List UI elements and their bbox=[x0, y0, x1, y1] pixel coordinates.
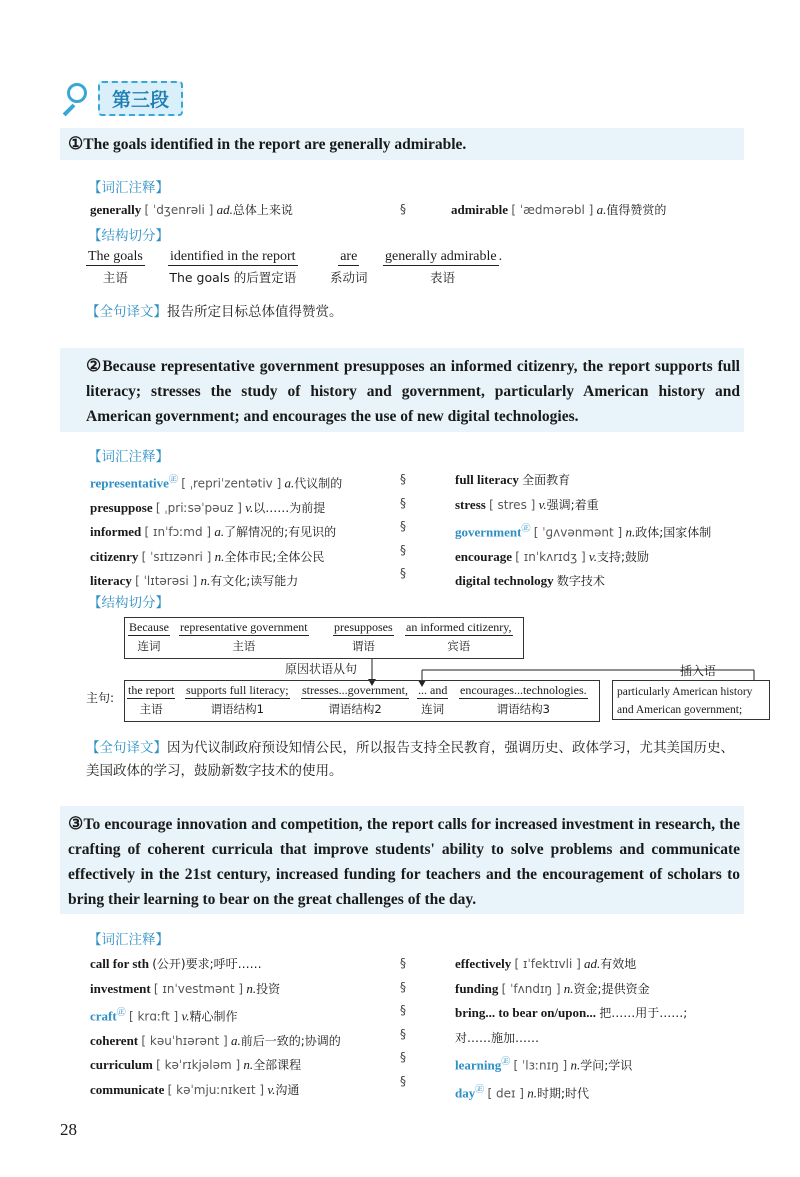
page-number: 28 bbox=[60, 1120, 77, 1139]
vocab-item: literacy [ ˈlɪtərəsi ] n.有文化;读写能力 bbox=[90, 573, 299, 589]
main-part: ... and 连词 bbox=[418, 683, 448, 716]
clause-tag: 原因状语从句 bbox=[285, 662, 358, 676]
vocab-item: encourage [ ɪnˈkʌrɪdʒ ] v.支持;鼓励 bbox=[455, 548, 650, 564]
vocab-item: bring... to bear on/upon... 把……用于……; bbox=[455, 1005, 688, 1020]
divider-wave: § bbox=[400, 202, 406, 216]
vocab-heading-3: 【词汇注释】 bbox=[88, 932, 169, 948]
vocab-heading-1: 【词汇注释】 bbox=[88, 180, 169, 196]
insert-line: particularly American history bbox=[617, 686, 753, 698]
vocab-item: digital technology 数字技术 bbox=[455, 573, 605, 589]
vocab-item: coherent [ kəuˈhɪərənt ] a.前后一致的;协调的 bbox=[90, 1032, 341, 1048]
sentence-1: ①The goals identified in the report are generally admirable. bbox=[68, 134, 467, 153]
vocab-item: stress [ stres ] v.强调;着重 bbox=[455, 496, 599, 512]
struct-heading-2: 【结构切分】 bbox=[88, 595, 169, 611]
vocab-list-2-right bbox=[455, 468, 711, 594]
main-part: the report 主语 bbox=[128, 683, 175, 716]
magnifier-icon bbox=[58, 81, 92, 115]
translation-2: 【全句译文】因为代议制政府预设知情公民，所以报告支持全民教育，强调历史、政体学习，尤其美国历史、美国政体的学习，鼓励新数字技术的使用。 bbox=[86, 740, 734, 779]
vocab-item: learning㊣ [ ˈlɜːnɪŋ ] n.学问;学识 bbox=[455, 1056, 633, 1073]
sentence-3: ③To encourage innovation and competition, the report calls for increased investment in research, the crafting of coherent curricula that improve students' ability to solve problems and communicate effectively in the 21st century, increased funding for teachers and the encouragement of scholars to bring their learning to bear on the great challenges of the day. bbox=[68, 814, 740, 908]
insert-tag: 插入语 bbox=[680, 664, 717, 678]
vocab-item: presuppose [ ˌpriːsəˈpəuz ] v.以……为前提 bbox=[90, 499, 326, 515]
clause-part: representative government 主语 bbox=[180, 620, 308, 653]
struct-heading-1: 【结构切分】 bbox=[88, 228, 169, 244]
vocab-1-1: admirable [ ˈædmərəbl ] a.值得赞赏的 bbox=[451, 202, 667, 217]
vocab-item: curriculum [ kəˈrɪkjələm ] n.全部课程 bbox=[90, 1057, 302, 1073]
vocab-heading-2: 【词汇注释】 bbox=[88, 449, 169, 465]
vocab-list-3-left bbox=[90, 952, 341, 1102]
vocab-item: communicate [ kəˈmjuːnɪkeɪt ] v.沟通 bbox=[90, 1081, 300, 1097]
clause-part: presupposes 谓语 bbox=[334, 620, 393, 653]
clause-part: Because 连词 bbox=[129, 620, 169, 653]
section-header bbox=[58, 78, 183, 118]
segment-modifier: identified in the report The goals 的后置定语 bbox=[169, 249, 297, 285]
vocab-item: representative㊣ [ ˌrepriˈzentətiv ] a.代议制的 bbox=[90, 474, 343, 491]
vocab-list-3-right bbox=[455, 952, 687, 1106]
insert-line: and American government; bbox=[617, 704, 743, 716]
segment-predicative: generally admirable . 表语 bbox=[385, 249, 503, 285]
insert-box bbox=[612, 680, 770, 720]
section-badge: 第三段 bbox=[98, 81, 183, 116]
vocab-item: government㊣ [ ˈɡʌvənmənt ] n.政体;国家体制 bbox=[455, 523, 712, 540]
vocab-item: day㊣ [ deɪ ] n.时期;时代 bbox=[455, 1083, 589, 1101]
vocab-item: craft㊣ [ krɑːft ] v.精心制作 bbox=[90, 1007, 238, 1024]
main-clause-box bbox=[124, 680, 600, 722]
translation-1: 【全句译文】报告所定目标总体值得赞赏。 bbox=[86, 304, 343, 320]
main-part: supports full literacy; 谓语结构1 bbox=[186, 683, 289, 716]
sentence-2: ②Because representative government presupposes an informed citizenry, the report supports full literacy; stresses the study of history and government, particularly American history and American government; and encourages the use of new digital technologies. bbox=[86, 356, 740, 425]
vocab-item: effectively [ ɪˈfektɪvli ] ad.有效地 bbox=[455, 956, 637, 971]
vocab-item: investment [ ɪnˈvestmənt ] n.投资 bbox=[90, 980, 281, 996]
main-part: encourages...technologies. 谓语结构3 bbox=[460, 683, 587, 716]
vocab-item: 对……施加…… bbox=[455, 1030, 540, 1045]
divider-wave: § § § § § bbox=[400, 472, 406, 580]
vocab-item: citizenry [ ˈsɪtɪzənri ] n.全体市民;全体公民 bbox=[90, 548, 325, 564]
main-part: stresses...government, 谓语结构2 bbox=[302, 683, 408, 716]
vocab-item: call for sth (公开)要求;呼吁…… bbox=[90, 956, 262, 971]
segment-verb: are 系动词 bbox=[330, 249, 368, 285]
vocab-list-2-left bbox=[90, 468, 342, 594]
vocab-item: informed [ ɪnˈfɔːmd ] a.了解情况的;有见识的 bbox=[90, 524, 337, 540]
main-tag: 主句: bbox=[86, 691, 115, 705]
segment-subject: The goals 主语 bbox=[88, 249, 143, 285]
clause-part: an informed citizenry, 宾语 bbox=[406, 620, 512, 653]
clause-box bbox=[124, 617, 524, 659]
vocab-1-0: generally [ ˈdʒenrəli ] ad.总体上来说 bbox=[90, 202, 293, 217]
vocab-item: funding [ ˈfʌndɪŋ ] n.资金;提供资金 bbox=[455, 980, 650, 996]
vocab-item: full literacy 全面教育 bbox=[455, 472, 571, 487]
divider-wave: § § § § § § bbox=[400, 956, 406, 1088]
